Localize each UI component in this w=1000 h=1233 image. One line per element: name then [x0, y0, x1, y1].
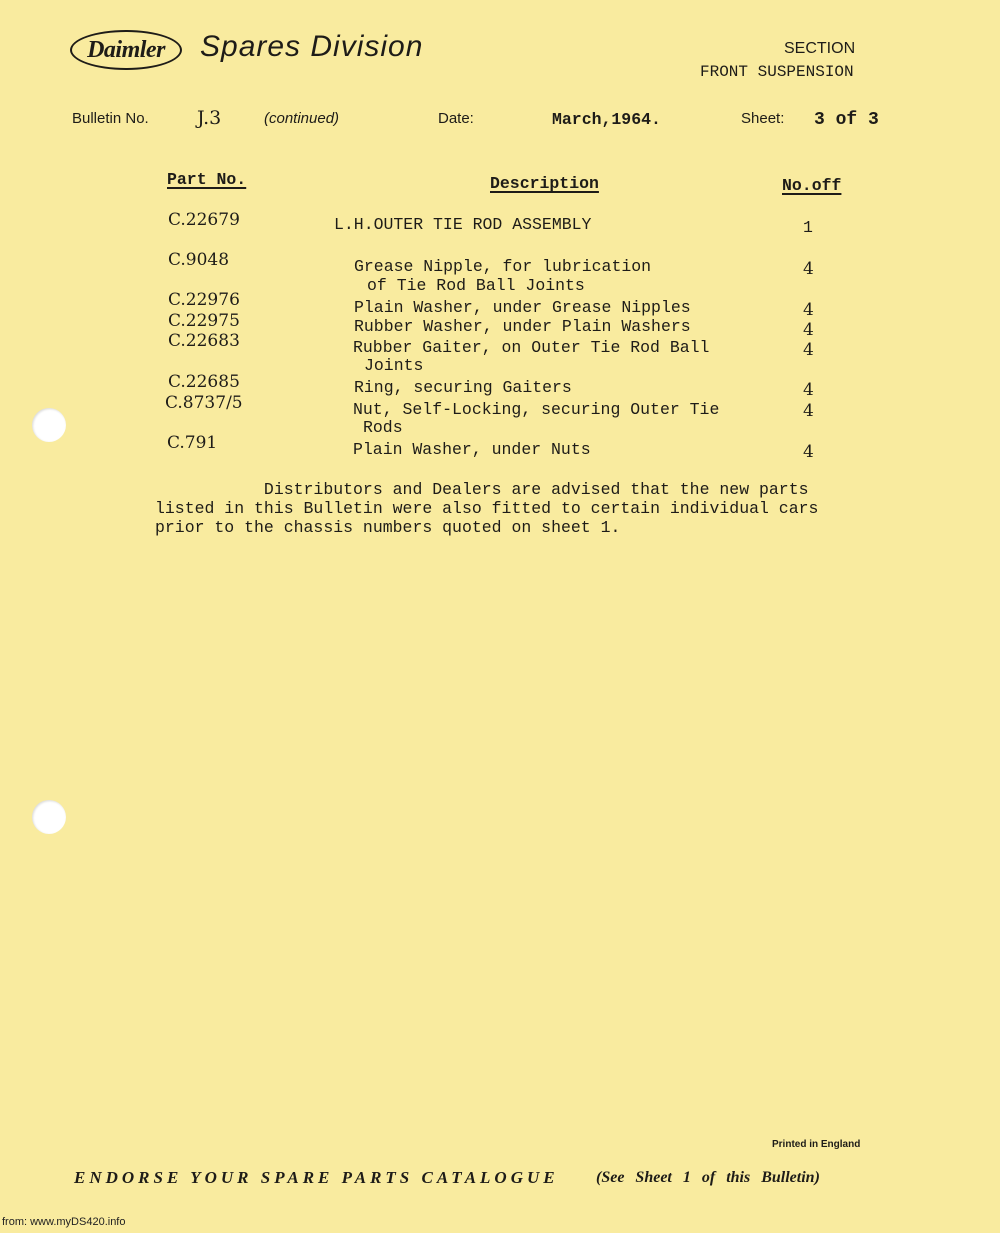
note-line: Distributors and Dealers are advised that the new parts	[155, 480, 809, 499]
table-row-description: Rubber Gaiter, on Outer Tie Rod Ball	[353, 338, 710, 357]
table-row-qty: 4	[803, 320, 814, 340]
table-row-qty: 4	[803, 401, 814, 421]
table-row-part: C.22975	[168, 311, 240, 331]
table-row-description: Ring, securing Gaiters	[354, 378, 572, 397]
table-row-part: C.9048	[168, 250, 230, 270]
daimler-logo: Daimler	[70, 30, 182, 70]
printed-in-england: Printed in England	[772, 1139, 861, 1150]
header-no-off: No.off	[782, 176, 842, 195]
header-part-no: Part No.	[167, 170, 247, 189]
table-row-qty: 4	[803, 300, 814, 320]
continued-note: (continued)	[264, 110, 340, 127]
see-sheet-note: (See Sheet 1 of this Bulletin)	[596, 1169, 820, 1186]
date-label: Date:	[438, 110, 474, 127]
dealer-note	[155, 480, 875, 537]
table-row-description: L.H.OUTER TIE ROD ASSEMBLY	[334, 215, 592, 234]
table-row-description: Plain Washer, under Nuts	[353, 440, 591, 459]
table-row-description: Plain Washer, under Grease Nipples	[354, 298, 691, 317]
table-row-qty: 1	[803, 218, 813, 237]
table-row-part: C.22685	[168, 372, 240, 392]
table-row-qty: 4	[803, 442, 814, 462]
table-row-description-cont: Joints	[364, 356, 424, 375]
bulletin-value: J.3	[197, 107, 222, 129]
date-value: March,1964.	[552, 110, 661, 129]
punch-hole	[32, 408, 66, 442]
table-row-part: C.22679	[168, 210, 240, 230]
table-row-part: C.22683	[168, 331, 240, 351]
note-line: prior to the chassis numbers quoted on sheet 1.	[155, 518, 621, 537]
table-row-qty: 4	[803, 259, 814, 279]
note-line: listed in this Bulletin were also fitted to certain individual cars	[155, 499, 819, 518]
table-row-part: C.791	[167, 433, 218, 453]
division-title: Spares Division	[200, 30, 424, 63]
punch-hole	[32, 800, 66, 834]
table-row-qty: 4	[803, 340, 814, 360]
bulletin-label: Bulletin No.	[72, 110, 149, 127]
table-row-description-cont: Rods	[363, 418, 403, 437]
header-description: Description	[490, 174, 599, 193]
table-row-part: C.8737/5	[165, 393, 243, 413]
table-row-part: C.22976	[168, 290, 240, 310]
table-row-description-cont: of Tie Rod Ball Joints	[367, 276, 585, 295]
section-value: FRONT SUSPENSION	[700, 63, 854, 81]
section-label: SECTION	[784, 40, 856, 57]
table-row-description: Grease Nipple, for lubrication	[354, 257, 652, 276]
table-row-qty: 4	[803, 380, 814, 400]
endorse-notice: ENDORSE YOUR SPARE PARTS CATALOGUE	[74, 1168, 559, 1187]
table-row-description: Rubber Washer, under Plain Washers	[354, 317, 691, 336]
sheet-label: Sheet:	[741, 110, 785, 127]
source-watermark: from: www.myDS420.info	[2, 1216, 126, 1228]
sheet-value: 3 of 3	[814, 110, 879, 130]
table-row-description: Nut, Self-Locking, securing Outer Tie	[353, 400, 720, 419]
